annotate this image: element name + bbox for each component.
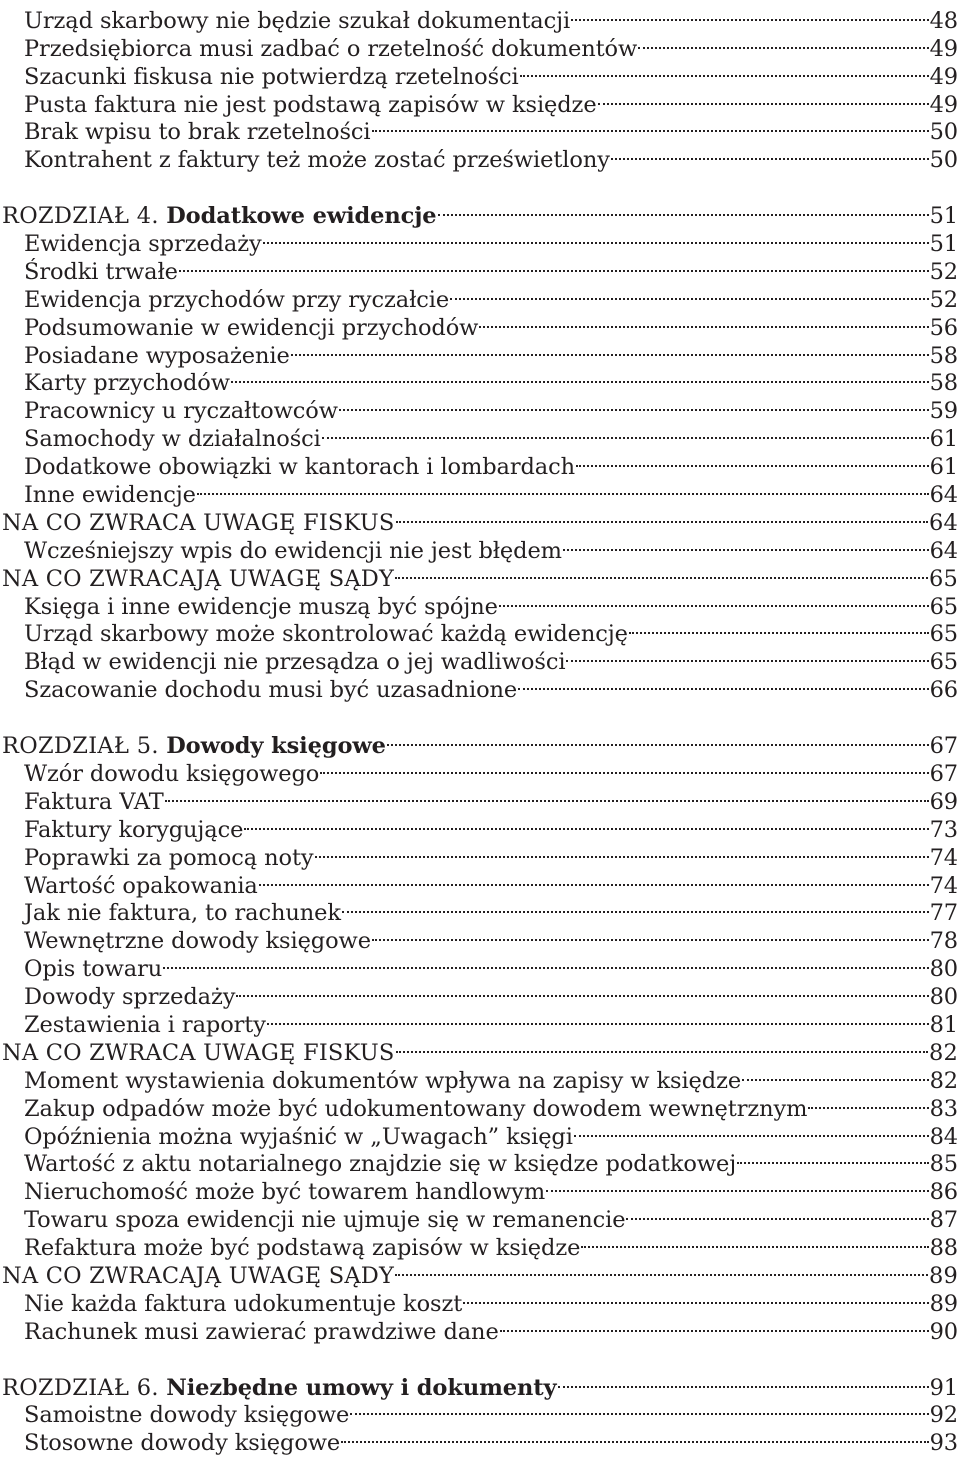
toc-entry-title: Nie każda faktura udokumentuje koszt (24, 1290, 463, 1317)
dot-leader (244, 809, 928, 837)
page-number: 84 (929, 1123, 958, 1150)
page-number: 52 (929, 258, 958, 285)
toc-entry-title: Zestawienia i raporty (24, 1011, 266, 1038)
dot-leader (518, 669, 928, 697)
toc-entry-title: Towaru spoza ewidencji nie ujmuje się w remanencie (24, 1207, 626, 1234)
toc-entry-title: Poprawki za pomocą noty (24, 844, 314, 871)
dot-leader (574, 1116, 929, 1144)
dot-leader (479, 307, 928, 335)
dot-leader (350, 1395, 928, 1423)
dot-leader (395, 558, 928, 586)
dot-leader (611, 139, 929, 167)
dot-leader (236, 976, 928, 1004)
page-number: 93 (929, 1430, 958, 1457)
page-number: 49 (929, 91, 958, 118)
toc-entry-title: Jak nie faktura, to rachunek (24, 900, 341, 927)
page-number: 92 (929, 1402, 958, 1429)
dot-leader (581, 1227, 928, 1255)
toc-entry-title: Wcześniejszy wpis do ewidencji nie jest błędem (24, 537, 562, 564)
toc-entry-title: Wzór dowodu księgowego (24, 760, 320, 787)
toc-entry-title: Stosowne dowody księgowe (24, 1430, 341, 1457)
page-number: 85 (929, 1151, 958, 1178)
page-number: 49 (929, 63, 958, 90)
dot-leader (571, 0, 928, 28)
page-number: 82 (929, 1067, 958, 1094)
page-number: 67 (929, 733, 958, 760)
dot-leader (742, 1060, 929, 1088)
toc-entry-title: Szacunki fiskusa nie potwierdzą rzetelności (24, 63, 519, 90)
toc-entry-title: Faktura VAT (24, 788, 164, 815)
toc-entry-title: Przedsiębiorca musi zadbać o rzetelność dokumentów (24, 35, 638, 62)
toc-entry-title: Samochody w działalności (24, 426, 321, 453)
chapter-title: Dowody księgowe (166, 733, 386, 760)
dot-leader (165, 781, 929, 809)
dot-leader (629, 614, 929, 642)
page-number: 90 (929, 1318, 958, 1345)
toc-entry-title: Dodatkowe obowiązki w kantorach i lombardach (24, 454, 576, 481)
toc-entry-title: Brak wpisu to brak rzetelności (24, 119, 371, 146)
dot-leader (291, 335, 929, 363)
dot-leader (163, 948, 928, 976)
toc-entry-title: Pusta faktura nie jest podstawą zapisów w księdze (24, 91, 597, 118)
dot-leader (463, 1283, 928, 1311)
chapter-title: Dodatkowe ewidencje (166, 203, 437, 230)
page-number: 91 (929, 1374, 958, 1401)
toc-entry (0, 0, 960, 34)
dot-leader (576, 446, 929, 474)
toc-entry-title: Wewnętrzne dowody księgowe (24, 928, 371, 955)
dot-leader (499, 586, 929, 614)
toc-entry-title: Ewidencja sprzedaży (24, 231, 262, 258)
toc-entry-title: Wartość z aktu notarialnego znajdzie się w księdze podatkowej (24, 1151, 737, 1178)
dot-leader (626, 1199, 928, 1227)
dot-leader (808, 1088, 928, 1116)
dot-leader (387, 725, 929, 753)
page-number: 86 (929, 1179, 958, 1206)
toc-entry-title: Wartość opakowania (24, 872, 258, 899)
toc-entry-title: NA CO ZWRACAJĄ UWAGĘ SĄDY (2, 565, 395, 592)
dot-leader (263, 223, 929, 251)
page-number: 52 (929, 286, 958, 313)
dot-leader (520, 56, 929, 84)
page-number: 65 (929, 649, 958, 676)
dot-leader (546, 1171, 928, 1199)
page-number: 64 (928, 509, 958, 536)
chapter-number: ROZDZIAŁ 6. (2, 1374, 167, 1401)
toc-entry-title: Karty przychodów (24, 370, 230, 397)
page-number: 56 (929, 314, 958, 341)
dot-leader (259, 865, 929, 893)
page-number: 78 (929, 928, 958, 955)
dot-leader (179, 251, 929, 279)
page-number: 58 (929, 342, 958, 369)
page-number: 50 (929, 119, 958, 146)
page-number: 59 (929, 398, 958, 425)
dot-leader (598, 84, 929, 112)
dot-leader (737, 1144, 928, 1172)
chapter-title: Niezbędne umowy i dokumenty (166, 1374, 557, 1401)
toc-entry-title: Inne ewidencje (24, 482, 196, 509)
chapter-number: ROZDZIAŁ 5. (2, 733, 167, 760)
toc-entry-title: Urząd skarbowy nie będzie szukał dokumentacji (24, 7, 571, 34)
page-number: 61 (929, 454, 958, 481)
page-number: 80 (929, 956, 958, 983)
toc-entry-title: NA CO ZWRACAJĄ UWAGĘ SĄDY (2, 1262, 395, 1289)
toc-entry-title: Błąd w ewidencji nie przesądza o jej wadliwości (24, 649, 566, 676)
page-number: 89 (929, 1290, 958, 1317)
toc-entry-title: Urząd skarbowy może skontrolować każdą ewidencję (24, 621, 628, 648)
dot-leader (566, 641, 928, 669)
dot-leader (341, 1422, 928, 1450)
toc-entry-title: Moment wystawienia dokumentów wpływa na zapisy w księdze (24, 1067, 742, 1094)
toc-entry-title: NA CO ZWRACA UWAGĘ FISKUS (2, 1039, 395, 1066)
toc-entry-title: Zakup odpadów może być udokumentowany dowodem wewnętrznym (24, 1095, 808, 1122)
toc-entry-title: Refaktura może być podstawą zapisów w księdze (24, 1235, 581, 1262)
dot-leader (322, 418, 929, 446)
toc-entry-title: Posiadane wyposażenie (24, 342, 290, 369)
dot-leader (267, 1004, 929, 1032)
dot-leader (315, 837, 929, 865)
page-number: 48 (929, 7, 958, 34)
page-number: 89 (928, 1262, 958, 1289)
dot-leader (372, 920, 929, 948)
page-number: 88 (929, 1235, 958, 1262)
page-number: 61 (929, 426, 958, 453)
toc-entry-title: Kontrahent z faktury też może zostać prześwietlony (24, 147, 610, 174)
toc-entry-title: Pracownicy u ryczałtowców (24, 398, 338, 425)
toc-entry-title: Dowody sprzedaży (24, 984, 236, 1011)
toc-chapter-heading (0, 1367, 960, 1401)
toc-entry-title: Faktury korygujące (24, 816, 244, 843)
page-number: 67 (929, 760, 958, 787)
dot-leader (231, 363, 929, 391)
page-number: 50 (929, 147, 958, 174)
page-number: 64 (929, 537, 958, 564)
page-number: 74 (929, 872, 958, 899)
page-number: 51 (929, 203, 958, 230)
page-number: 51 (929, 231, 958, 258)
page-number: 49 (929, 35, 958, 62)
dot-leader (396, 502, 928, 530)
toc-chapter-heading (0, 195, 960, 230)
page-number: 64 (929, 482, 958, 509)
toc-chapter-heading (0, 725, 960, 760)
page-number: 69 (929, 788, 958, 815)
page-number: 83 (929, 1095, 958, 1122)
page-number: 81 (929, 1011, 958, 1038)
page-number: 74 (929, 844, 958, 871)
page-number: 77 (929, 900, 958, 927)
dot-leader (395, 1255, 928, 1283)
dot-leader (339, 390, 929, 418)
toc-entry-title: Środki trwałe (24, 258, 178, 285)
toc-entry-title: Samoistne dowody księgowe (24, 1402, 350, 1429)
dot-leader (638, 28, 928, 56)
page-number: 66 (929, 677, 958, 704)
toc-entry-title: Szacowanie dochodu musi być uzasadnione (24, 677, 518, 704)
toc-entry-title: NA CO ZWRACA UWAGĘ FISKUS (2, 509, 395, 536)
page-number: 80 (929, 984, 958, 1011)
page-number: 65 (928, 565, 958, 592)
dot-leader (563, 530, 929, 558)
dot-leader (558, 1367, 929, 1395)
dot-leader (438, 195, 929, 223)
page-number: 65 (929, 621, 958, 648)
dot-leader (342, 893, 929, 921)
page-number: 73 (929, 816, 958, 843)
toc-entry-title: Rachunek musi zawierać prawdziwe dane (24, 1318, 499, 1345)
dot-leader (500, 1311, 929, 1339)
toc-entry-title: Opóźnienia można wyjaśnić w „Uwagach” księgi (24, 1123, 573, 1150)
dot-leader (372, 112, 929, 140)
dot-leader (197, 474, 929, 502)
page-number: 65 (929, 593, 958, 620)
toc-entry-title: Ewidencja przychodów przy ryczałcie (24, 286, 450, 313)
page-number: 58 (929, 370, 958, 397)
dot-leader (396, 1032, 928, 1060)
toc-entry-title: Księga i inne ewidencje muszą być spójne (24, 593, 498, 620)
dot-leader (320, 753, 928, 781)
toc-entry-title: Opis towaru (24, 956, 163, 983)
toc-entry-title: Podsumowanie w ewidencji przychodów (24, 314, 479, 341)
page-number: 82 (928, 1039, 958, 1066)
page-number: 87 (929, 1207, 958, 1234)
dot-leader (450, 279, 928, 307)
chapter-number: ROZDZIAŁ 4. (2, 203, 167, 230)
toc-entry-title: Nieruchomość może być towarem handlowym (24, 1179, 546, 1206)
